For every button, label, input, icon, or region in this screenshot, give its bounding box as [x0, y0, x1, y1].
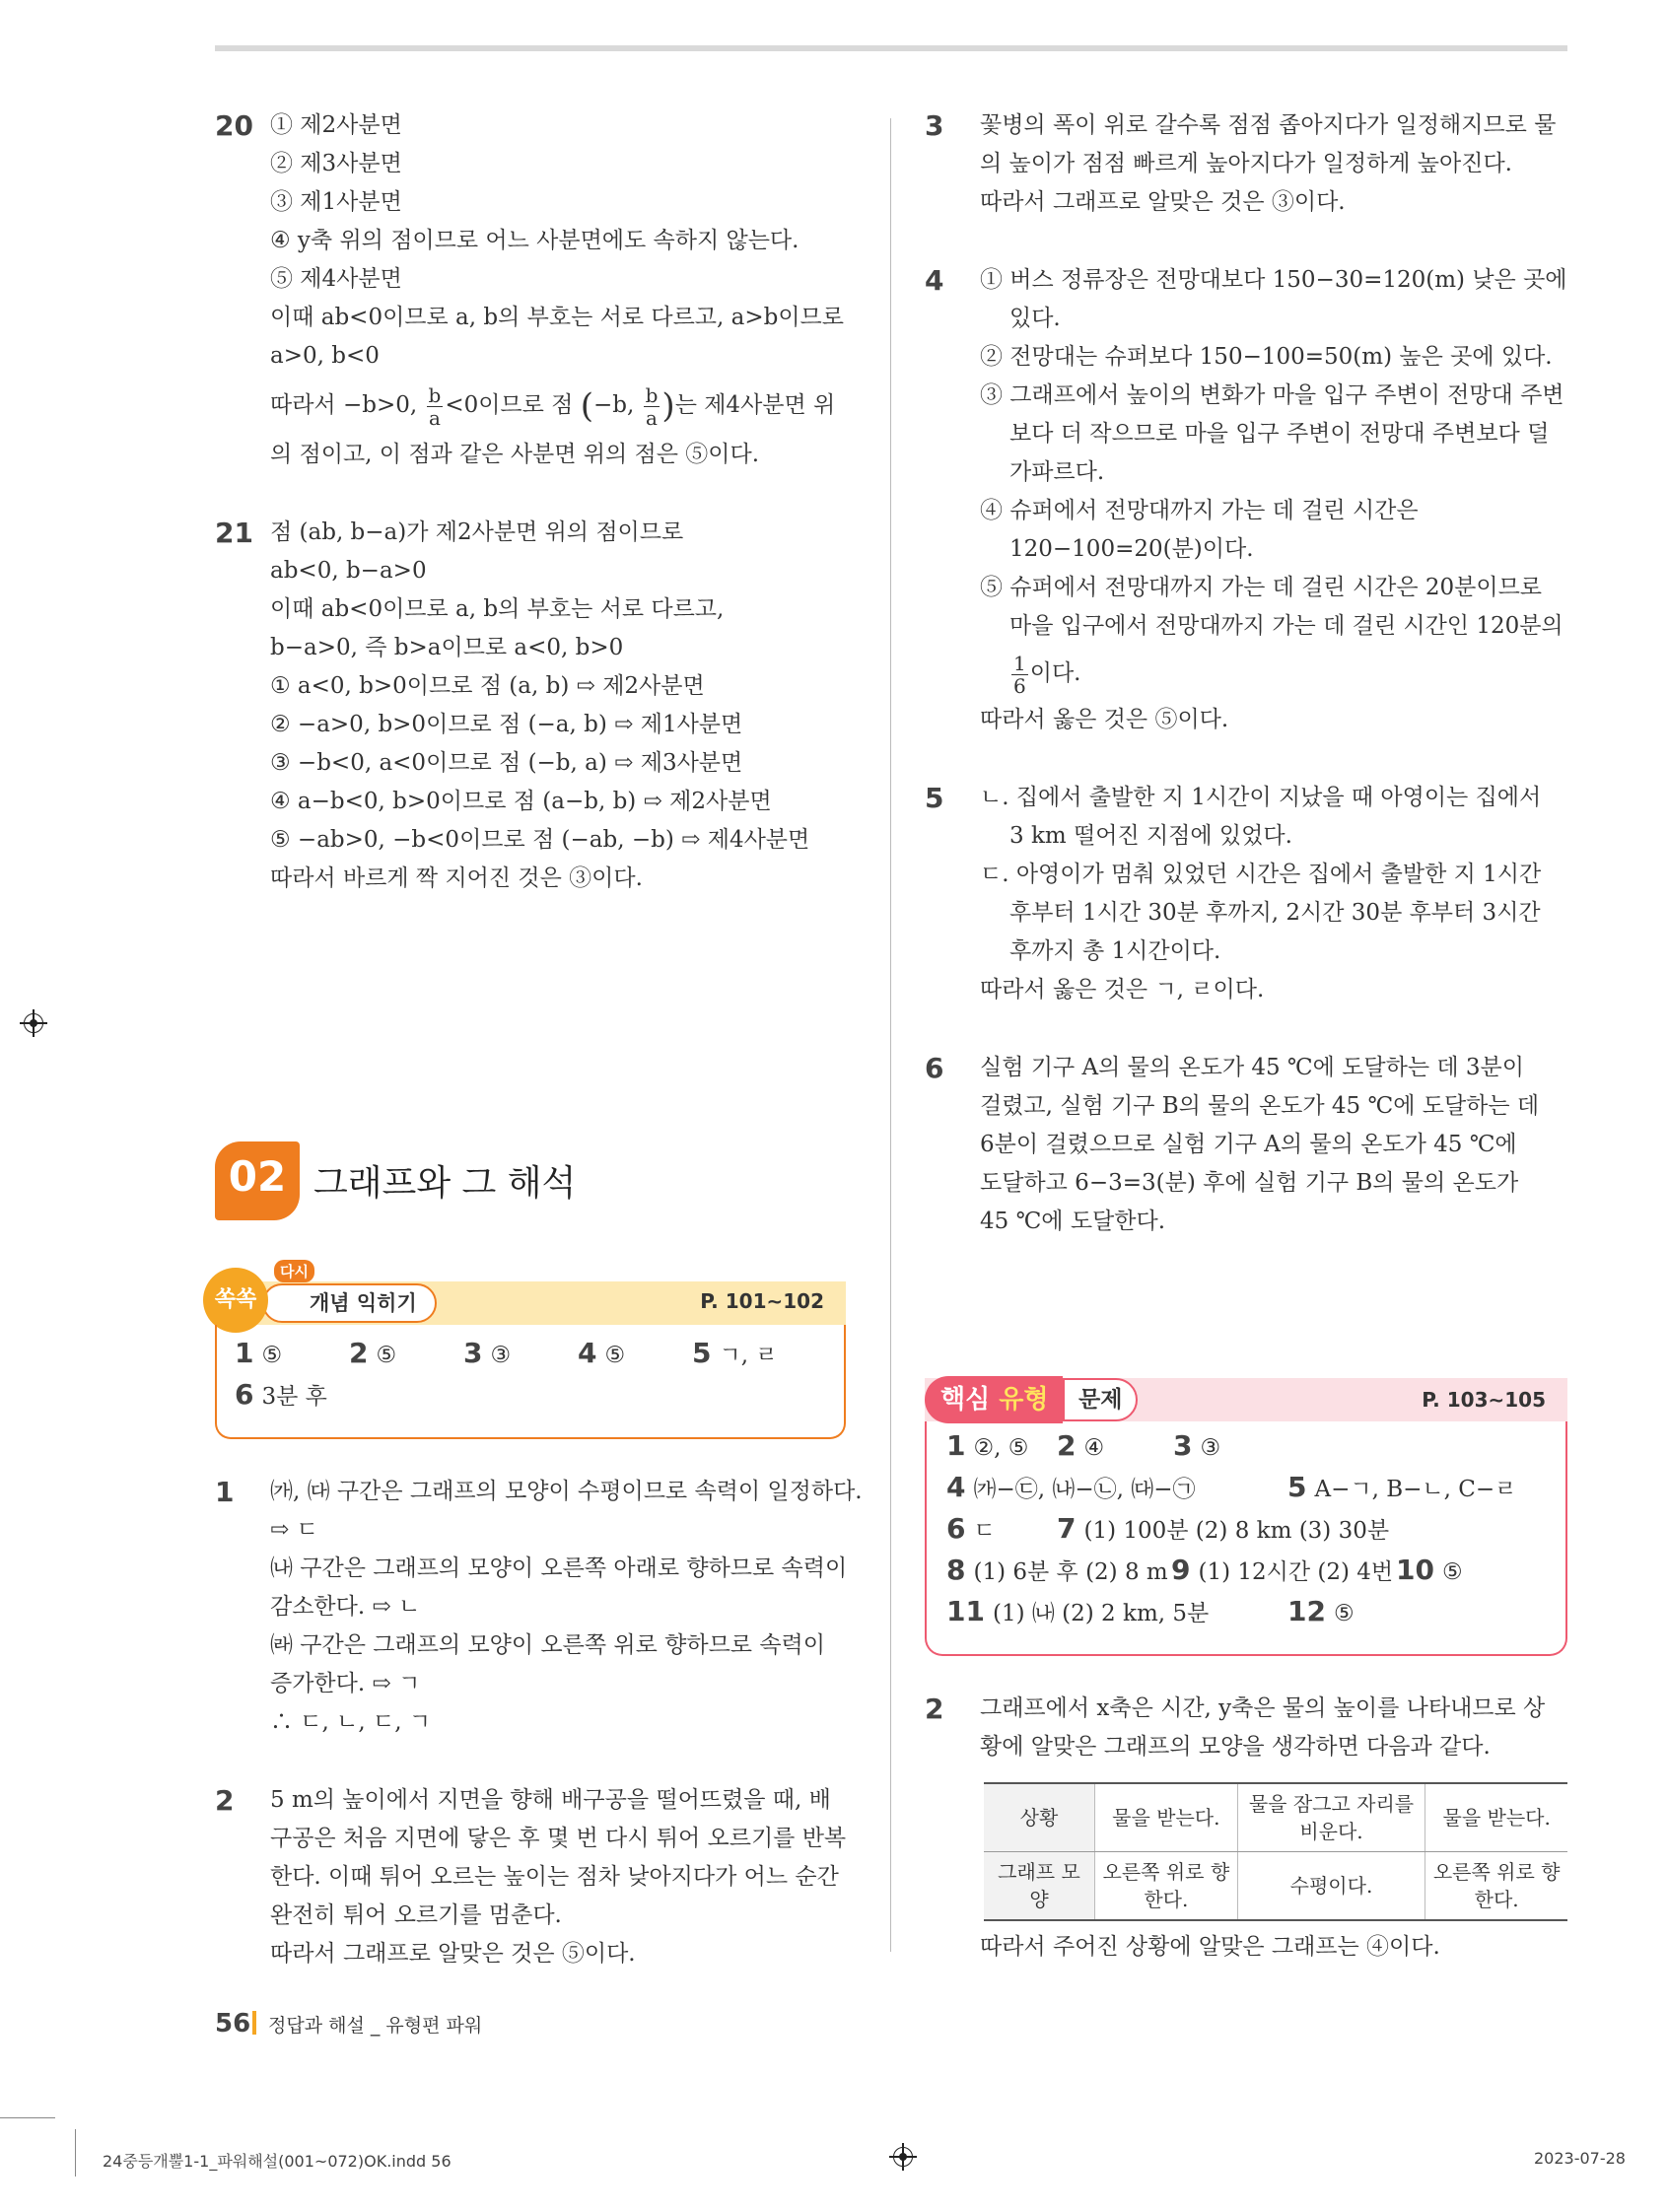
- answer-item: [946, 1595, 1209, 1627]
- text-line: 120−100=20(분)이다.: [1009, 536, 1254, 562]
- text-line: 한다. 이때 튀어 오르는 높이는 점차 낮아지다가 어느 순간: [270, 1864, 839, 1890]
- answer-number: 4: [946, 1471, 966, 1503]
- answer-value: (1) 6분 후 (2) 8 m: [973, 1559, 1168, 1585]
- table-row: [984, 1783, 1567, 1852]
- text-line: 의 높이가 점점 빠르게 높아지다가 일정하게 높아진다.: [980, 151, 1512, 176]
- answer-number: 10: [1396, 1554, 1434, 1586]
- concept-solution-5: [925, 779, 1567, 1009]
- core-solution-2: [925, 1690, 1567, 1766]
- fraction: [1011, 653, 1028, 697]
- text-line: 가파르다.: [1009, 459, 1105, 485]
- answer-value: (1) 100분 (2) 8 km (3) 30분: [1083, 1518, 1390, 1544]
- text-line: 따라서 옳은 것은 ⑤이다.: [980, 707, 1229, 732]
- problem-number: 1: [215, 1476, 235, 1508]
- answer-number: 2: [349, 1337, 369, 1369]
- denominator: a: [428, 405, 441, 430]
- answer-item: [692, 1337, 778, 1369]
- answer-number: 1: [235, 1337, 254, 1369]
- text-line: 후까지 총 1시간이다.: [1009, 938, 1221, 964]
- text-line: 3 km 떨어진 지점에 있었다.: [1009, 823, 1292, 849]
- answer-value: 3분 후: [261, 1384, 327, 1410]
- text-line: 있다.: [1009, 306, 1061, 331]
- text-line: ① 버스 정류장은 전망대보다 150−30=120(m) 낮은 곳에: [980, 267, 1567, 293]
- table-cell: 물을 받는다.: [1425, 1783, 1567, 1852]
- problem-number: 2: [215, 1784, 235, 1817]
- problem-number: 3: [925, 109, 944, 142]
- right-column-conclusion: [925, 1928, 1567, 1967]
- answers-frame: [925, 1421, 1567, 1656]
- footer-date: 2023-07-28: [1534, 2149, 1626, 2168]
- text-line: a>0, b<0: [270, 343, 380, 369]
- concept-solution-3: [925, 106, 1567, 222]
- solution-20: [215, 106, 846, 474]
- text-line: 꽃병의 폭이 위로 갈수록 점점 좁아지다가 일정해지므로 물: [980, 112, 1557, 138]
- answer-number: 6: [235, 1378, 254, 1411]
- core-solution-2-conclusion: [925, 1928, 1567, 1967]
- fraction-line: [980, 646, 1567, 701]
- answer-item: [235, 1378, 327, 1411]
- concept-solution-4: [925, 261, 1567, 739]
- problem-number: 5: [925, 782, 944, 814]
- answer-item: [1057, 1512, 1389, 1545]
- answer-number: 2: [1057, 1429, 1077, 1462]
- table-cell: 오른쪽 위로 향한다.: [1095, 1852, 1238, 1921]
- text-line: 따라서 바르게 짝 지어진 것은 ③이다.: [270, 865, 643, 891]
- answer-value: ⑤: [376, 1343, 397, 1368]
- text-line: 구공은 처음 지면에 닿은 후 몇 번 다시 튀어 오르기를 반복: [270, 1826, 847, 1851]
- answer-number: 8: [946, 1554, 966, 1586]
- answer-number: 12: [1287, 1595, 1326, 1627]
- text-line: 점 (ab, b−a)가 제2사분면 위의 점이므로: [270, 519, 684, 545]
- answer-value: ⑤: [604, 1343, 626, 1368]
- answer-value: (1) 12시간 (2) 4번: [1198, 1559, 1394, 1585]
- footer-title: 정답과 해설 _ 유형편 파워: [268, 2015, 483, 2037]
- text-line: 마을 입구에서 전망대까지 가는 데 걸린 시간인 120분의: [1009, 613, 1564, 639]
- page-range: P. 103∼105: [1422, 1388, 1546, 1412]
- answer-item: [946, 1554, 1168, 1586]
- text-segment: 는 제4사분면 위: [674, 392, 836, 418]
- fraction-line: [270, 376, 846, 436]
- text-line: ㄷ. 아영이가 멈춰 있었던 시간은 집에서 출발한 지 1시간: [980, 862, 1542, 887]
- text-line: 45 ℃에 도달한다.: [980, 1209, 1166, 1234]
- text-line: 5 m의 높이에서 지면을 향해 배구공을 떨어뜨렸을 때, 배: [270, 1787, 831, 1813]
- left-column-bottom: [215, 1473, 863, 1973]
- answer-value: ⑤: [1441, 1559, 1463, 1585]
- answer-item: [946, 1429, 1028, 1462]
- answer-item: [349, 1337, 396, 1369]
- text-line: ④ 슈퍼에서 전망대까지 가는 데 걸린 시간은: [980, 498, 1419, 523]
- text-line: ① a<0, b>0이므로 점 (a, b) ⇨ 제2사분면: [270, 673, 705, 699]
- solution-21: [215, 514, 846, 898]
- text-line: 따라서 그래프로 알맞은 것은 ⑤이다.: [270, 1941, 636, 1967]
- text-line: 의 점이고, 이 점과 같은 사분면 위의 점은 ⑤이다.: [270, 442, 760, 467]
- answer-item: [1173, 1429, 1220, 1462]
- answer-value: ③: [1200, 1435, 1221, 1461]
- problem-number: 6: [925, 1052, 944, 1084]
- text-line: 황에 알맞은 그래프의 모양을 생각하면 다음과 같다.: [980, 1734, 1491, 1760]
- text-segment: 따라서 −b>0,: [270, 392, 418, 418]
- registration-mark-icon: [20, 1009, 47, 1037]
- numerator: b: [428, 382, 442, 407]
- problem-number: 20: [215, 109, 253, 142]
- page-range: P. 101∼102: [700, 1289, 824, 1313]
- answer-value: ⑤: [1333, 1601, 1355, 1626]
- text-segment: −b,: [592, 392, 635, 418]
- text-line: ㈑ 구간은 그래프의 모양이 오른쪽 위로 향하므로 속력이: [270, 1632, 825, 1658]
- answer-item: [1287, 1595, 1355, 1627]
- paren-open-icon: (: [580, 386, 593, 426]
- text-segment: 이다.: [1029, 660, 1081, 686]
- text-line: 6분이 걸렸으므로 실험 기구 A의 물의 온도가 45 ℃에: [980, 1132, 1517, 1157]
- denominator: 6: [1013, 673, 1026, 698]
- text-line: 이때 ab<0이므로 a, b의 부호는 서로 다르고,: [270, 596, 725, 622]
- section-number-badge: 02: [215, 1141, 300, 1220]
- answer-value: ㄷ: [973, 1518, 996, 1544]
- badge-text: 핵심: [940, 1385, 991, 1415]
- answer-item: [578, 1337, 625, 1369]
- answer-item: [463, 1337, 511, 1369]
- text-line: 따라서 주어진 상황에 알맞은 그래프는 ④이다.: [980, 1934, 1440, 1960]
- answer-value: ⑤: [261, 1343, 283, 1368]
- text-line: ④ a−b<0, b>0이므로 점 (a−b, b) ⇨ 제2사분면: [270, 789, 772, 814]
- text-line: ⑤ 제4사분면: [270, 266, 402, 292]
- crop-mark: [0, 2117, 55, 2118]
- table-cell: 수평이다.: [1237, 1852, 1425, 1921]
- table-cell: 물을 받는다.: [1095, 1783, 1238, 1852]
- box-title: 문제: [1063, 1378, 1138, 1421]
- table-cell: 오른쪽 위로 향한다.: [1425, 1852, 1567, 1921]
- text-line: ② 전망대는 슈퍼보다 150−100=50(m) 높은 곳에 있다.: [980, 344, 1553, 370]
- answer-number: 11: [946, 1595, 985, 1627]
- answer-item: [235, 1337, 282, 1369]
- problem-number: 2: [925, 1693, 944, 1725]
- answer-number: 4: [578, 1337, 597, 1369]
- badge-text-highlight: 유형: [999, 1385, 1049, 1415]
- text-line: 걸렸고, 실험 기구 B의 물의 온도가 45 ℃에 도달하는 데: [980, 1093, 1540, 1119]
- ssokssok-badge-icon: 쏙쏙: [203, 1268, 268, 1333]
- answer-number: 7: [1057, 1512, 1077, 1545]
- registration-mark-icon: [889, 2143, 917, 2171]
- text-line: ∴ ㄷ, ㄴ, ㄷ, ㄱ: [270, 1709, 432, 1735]
- text-segment: <0이므로 점: [445, 392, 574, 418]
- answer-item: [1396, 1554, 1463, 1586]
- again-badge: 다시: [274, 1260, 314, 1282]
- text-line: 증가한다. ⇨ ㄱ: [270, 1671, 421, 1696]
- answer-number: 1: [946, 1429, 966, 1462]
- text-line: ab<0, b−a>0: [270, 558, 427, 584]
- text-line: ② −a>0, b>0이므로 점 (−a, b) ⇨ 제1사분면: [270, 712, 743, 737]
- table-row: [984, 1852, 1567, 1921]
- problem-number: 4: [925, 264, 944, 297]
- text-line: ③ 그래프에서 높이의 변화가 마을 입구 주변이 전망대 주변: [980, 382, 1564, 408]
- answer-number: 9: [1171, 1554, 1191, 1586]
- footer-accent-bar: [252, 2011, 256, 2035]
- answer-item: [946, 1512, 996, 1545]
- text-line: ㈎, ㈐ 구간은 그래프의 모양이 수평이므로 속력이 일정하다.: [270, 1479, 863, 1504]
- answer-value: A−ㄱ, B−ㄴ, C−ㄹ: [1314, 1477, 1517, 1502]
- text-line: ③ 제1사분면: [270, 189, 402, 215]
- text-line: 완전히 튀어 오르기를 멈춘다.: [270, 1902, 562, 1928]
- text-line: ⑤ 슈퍼에서 전망대까지 가는 데 걸린 시간은 20분이므로: [980, 575, 1543, 600]
- concept-solution-6: [925, 1049, 1567, 1241]
- text-line: ④ y축 위의 점이므로 어느 사분면에도 속하지 않는다.: [270, 228, 799, 253]
- answer-value: ②, ⑤: [973, 1435, 1029, 1461]
- problem-number: 21: [215, 517, 253, 549]
- core-type-badge: [925, 1376, 1063, 1423]
- answer-number: 5: [1287, 1471, 1307, 1503]
- text-line: 실험 기구 A의 물의 온도가 45 ℃에 도달하는 데 3분이: [980, 1055, 1524, 1080]
- text-line: 감소한다. ⇨ ㄴ: [270, 1594, 421, 1620]
- text-line: ② 제3사분면: [270, 151, 402, 176]
- left-column: [215, 106, 846, 898]
- box-title: 개념 익히기: [262, 1283, 437, 1323]
- table-header-cell: 상황: [984, 1783, 1095, 1852]
- paren-close-icon: ): [661, 386, 675, 426]
- text-line: 후부터 1시간 30분 후까지, 2시간 30분 후부터 3시간: [1009, 900, 1541, 926]
- answer-item: [1171, 1554, 1393, 1586]
- text-line: 그래프에서 x축은 시간, y축은 물의 높이를 나타내므로 상: [980, 1695, 1546, 1721]
- text-line: ⑤ −ab>0, −b<0이므로 점 (−ab, −b) ⇨ 제4사분면: [270, 827, 810, 853]
- answer-value: ④: [1083, 1435, 1105, 1461]
- denominator: a: [646, 405, 658, 430]
- text-line: ㈏ 구간은 그래프의 모양이 오른쪽 아래로 향하므로 속력이: [270, 1555, 848, 1581]
- concept-solution-1: [215, 1473, 863, 1742]
- answer-item: [1057, 1429, 1104, 1462]
- answer-item: [946, 1471, 1196, 1503]
- situation-table: [984, 1782, 1567, 1921]
- text-line: ⇨ ㄷ: [270, 1517, 318, 1543]
- answer-number: 6: [946, 1512, 966, 1545]
- answer-value: (1) ㈏ (2) 2 km, 5분: [992, 1601, 1210, 1626]
- crop-mark: [75, 2129, 76, 2177]
- answer-number: 3: [463, 1337, 483, 1369]
- answers-frame: [215, 1325, 846, 1439]
- text-line: ㄴ. 집에서 출발한 지 1시간이 지났을 때 아영이는 집에서: [980, 785, 1542, 810]
- page-number: 56: [215, 2009, 251, 2039]
- table-header-cell: 그래프 모양: [984, 1852, 1095, 1921]
- top-rule: [215, 45, 1567, 51]
- text-line: ③ −b<0, a<0이므로 점 (−b, a) ⇨ 제3사분면: [270, 750, 743, 776]
- right-column: [925, 106, 1567, 1241]
- answer-value: ③: [490, 1343, 512, 1368]
- concept-solution-2: [215, 1781, 846, 1973]
- footer-filename: 24중등개뿔1-1_파워해설(001~072)OK.indd 56: [103, 2152, 452, 2171]
- right-column-bottom: [925, 1690, 1567, 1766]
- text-line: 따라서 그래프로 알맞은 것은 ③이다.: [980, 189, 1346, 215]
- section-title: 그래프와 그 해석: [313, 1163, 577, 1204]
- text-line: ① 제2사분면: [270, 112, 402, 138]
- text-line: b−a>0, 즉 b>a이므로 a<0, b>0: [270, 635, 624, 660]
- answer-item: [1287, 1471, 1516, 1503]
- answer-value: ㈎−㉢, ㈏−㉡, ㈐−㉠: [973, 1477, 1196, 1502]
- text-line: 보다 더 작으므로 마을 입구 주변이 전망대 주변보다 덜: [1009, 421, 1550, 447]
- numerator: 1: [1013, 651, 1026, 675]
- table-cell: 물을 잠그고 자리를 비운다.: [1237, 1783, 1425, 1852]
- text-line: 도달하고 6−3=3(분) 후에 실험 기구 B의 물의 온도가: [980, 1170, 1519, 1196]
- numerator: b: [645, 382, 659, 407]
- text-line: 이때 ab<0이므로 a, b의 부호는 서로 다르고, a>b이므로: [270, 305, 844, 330]
- fraction: [427, 384, 444, 429]
- answer-value: ㄱ, ㄹ: [719, 1343, 778, 1368]
- column-divider: [890, 118, 891, 1952]
- answer-number: 3: [1173, 1429, 1193, 1462]
- answer-number: 5: [692, 1337, 712, 1369]
- text-line: 따라서 옳은 것은 ㄱ, ㄹ이다.: [980, 977, 1265, 1002]
- fraction: [644, 384, 660, 429]
